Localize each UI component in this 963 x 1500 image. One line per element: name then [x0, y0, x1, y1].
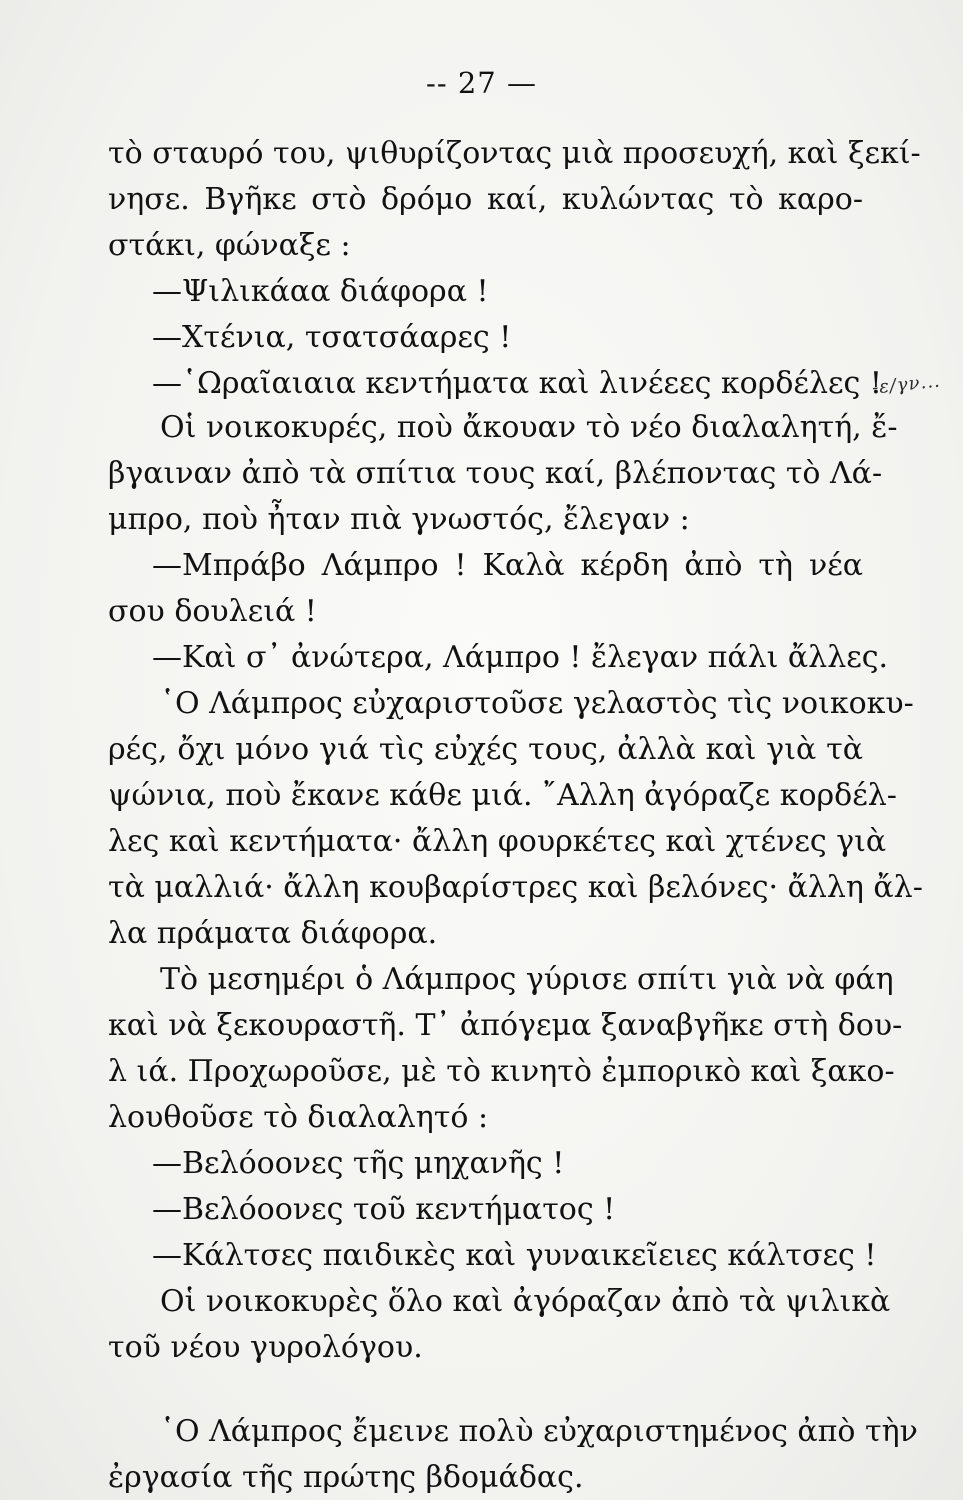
text-line: τὸ σταυρό του, ψιθυρίζοντας μιὰ προσευχή, καὶ ξεκί- — [108, 136, 921, 171]
text-line: τὰ μαλλιά· ἄλλη κουβαρίστρες καὶ βελόνες· ἄλλη ἄλ- — [108, 870, 923, 905]
text-line: λα πράματα διάφορα. — [108, 916, 438, 951]
handwritten-margin-note: -ε/γν... — [871, 370, 942, 399]
text-line: ψώνια, ποὺ ἔκανε κάθε μιά. ῎Αλλη ἀγόραζε κορδέλ- — [108, 778, 897, 813]
text-line: σου δουλειά ! — [108, 594, 317, 629]
page-number: -- 27 — — [426, 66, 537, 100]
text-line: βγαιναν ἀπὸ τὰ σπίτια τους καί, βλέποντας τὸ Λά- — [108, 456, 883, 491]
dialogue-line: —Βελόοονες τῆς μηχανῆς ! — [152, 1146, 565, 1181]
text-line: λ ιά. Προχωροῦσε, μὲ τὸ κινητὸ ἐμπορικὸ καὶ ξακο- — [108, 1054, 895, 1089]
text-line: στάκι, φώναξε : — [108, 228, 351, 263]
text-line: νησε. Βγῆκε στὸ δρόμο καί, κυλώντας τὸ καρο- — [108, 182, 863, 217]
dialogue-line: —Κάλτσες παιδικὲς καὶ γυναικεῖειες κάλτσες ! — [152, 1238, 877, 1273]
text-line: Οἱ νοικοκυρὲς ὅλο καὶ ἀγόραζαν ἀπὸ τὰ ψιλικὰ — [160, 1284, 891, 1319]
dialogue-line: —Χτένια, τσατσάαρες ! — [152, 320, 512, 355]
dialogue-line: —Ψιλικάαα διάφορα ! — [152, 274, 489, 309]
dialogue-line: —῾Ωραῖαιαια κεντήματα καὶ λινέεες κορδέλες ! — [152, 366, 882, 401]
text-line: καὶ νὰ ξεκουραστῆ. Τ᾿ ἀπόγεμα ξαναβγῆκε στὴ δου- — [108, 1008, 903, 1043]
text-line: λες καὶ κεντήματα· ἄλλη φουρκέτες καὶ χτένες γιὰ — [108, 824, 887, 859]
text-line: ῾Ο Λάμπρος εὐχαριστοῦσε γελαστὸς τὶς νοικοκυ- — [160, 686, 914, 721]
text-line: λουθοῦσε τὸ διαλαλητό : — [108, 1100, 489, 1135]
text-line: ῾Ο Λάμπρος ἔμεινε πολὺ εὐχαριστημένος ἀπὸ τὴν — [160, 1414, 918, 1449]
text-line: τοῦ νέου γυρολόγου. — [108, 1330, 423, 1365]
text-line: ρές, ὄχι μόνο γιά τὶς εὐχές τους, ἀλλὰ καὶ γιὰ τὰ — [108, 732, 863, 767]
dialogue-line: —Καὶ σ᾿ ἀνώτερα, Λάμπρο ! ἔλεγαν πάλι ἄλλες. — [152, 640, 889, 675]
text-line: ἐργασία τῆς πρώτης βδομάδας. — [108, 1460, 584, 1495]
text-line: μπρο, ποὺ ἦταν πιὰ γνωστός, ἔλεγαν : — [108, 502, 690, 537]
dialogue-line: —Βελόοονες τοῦ κεντήματος ! — [152, 1192, 616, 1227]
text-line: Τὸ μεσημέρι ὁ Λάμπρος γύρισε σπίτι γιὰ νὰ φάη — [160, 962, 894, 997]
dialogue-line: —Μπράβο Λάμπρο ! Καλὰ κέρδη ἀπὸ τὴ νέα — [152, 548, 863, 583]
text-line: Οἱ νοικοκυρές, ποὺ ἄκουαν τὸ νέο διαλαλητή, ἔ- — [160, 410, 898, 445]
